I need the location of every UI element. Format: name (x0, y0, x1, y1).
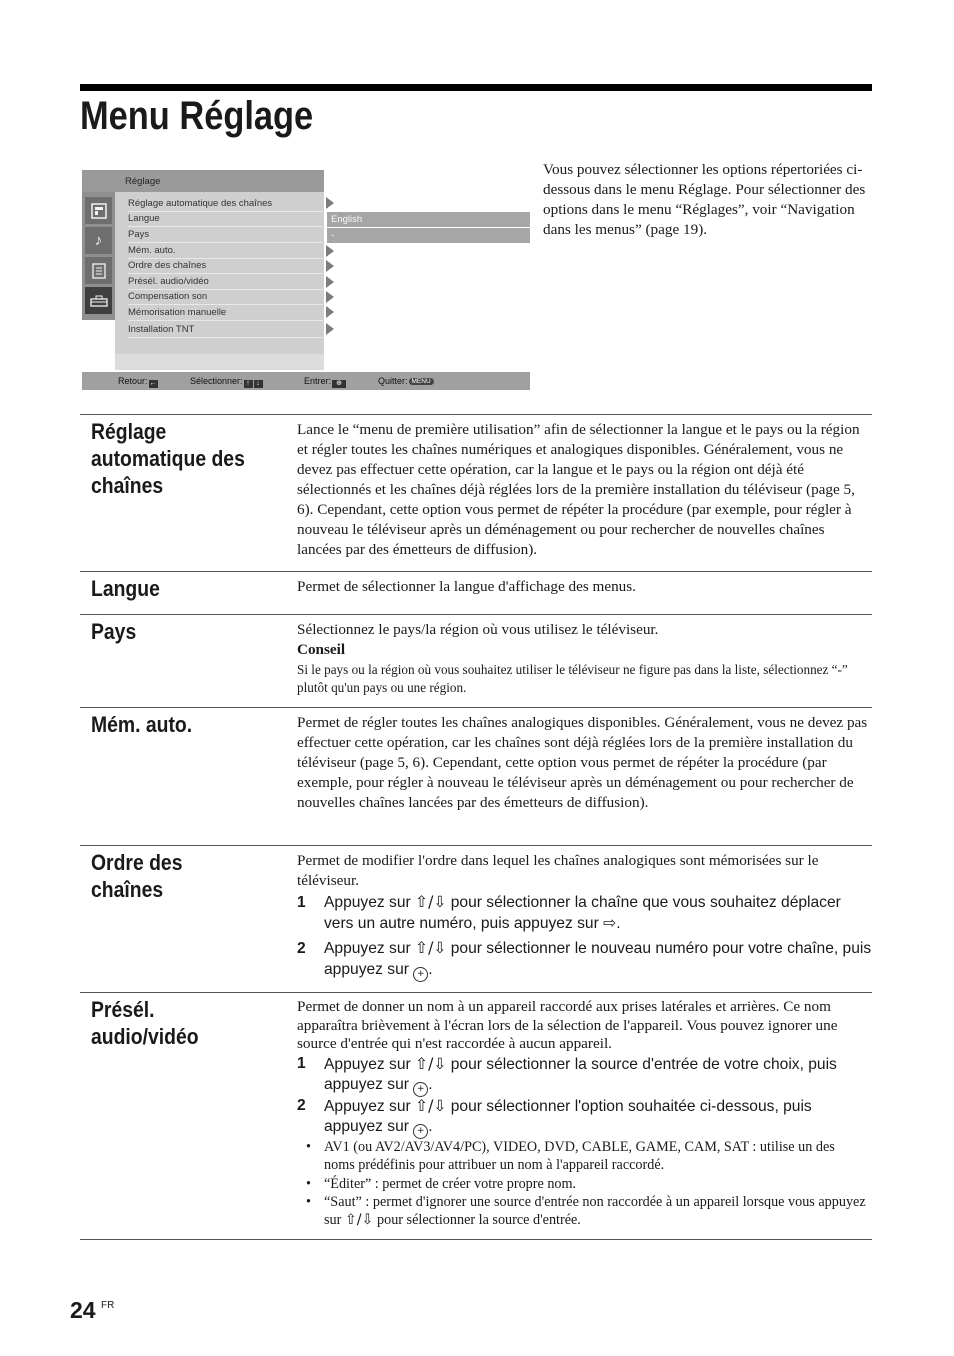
footer-quitter: Quitter: MENU (378, 376, 434, 386)
menu-item-memorisation-manuelle[interactable]: Mémorisation manuelle (128, 305, 323, 321)
footer-selectionner: Sélectionner: ↑ ↓ (190, 376, 263, 388)
section-mem-auto (80, 707, 872, 846)
up-down-arrow-icon: ⇧/⇩ (415, 893, 447, 911)
up-down-arrow-icon: ⇧/⇩ (415, 1055, 447, 1073)
back-arrow-icon: ← (149, 380, 157, 387)
page-language-code: FR (101, 1300, 115, 1311)
checklist-icon (85, 257, 112, 284)
desc-presel-audio-video: Permet de donner un nom à un appareil raccordé aux prises latérales et arrières. Ce nom apparaîtra brièvement à l'écran lors de la sélection de l'appareil. Vous pouvez ignorer une source d'entrée qui n'est raccordée à aucun appareil. (297, 998, 838, 1052)
up-down-arrow-icon: ⇧/⇩ (344, 1212, 374, 1228)
desc-langue: Permet de sélectionner la langue d'affichage des menus. (297, 578, 636, 595)
menu-header: Réglage (82, 170, 324, 192)
term-reglage-auto: Réglage automatique des chaînes (91, 419, 245, 498)
right-arrow-icon: ⇨ (603, 914, 617, 932)
toolbox-icon (85, 287, 112, 314)
section-presel-audio-video: Présél. audio/vidéo Permet de donner un nom à un appareil raccordé aux prises latérales et arrières. Ce nom apparaîtra brièvement à l'écran lors de la sélection de l'appareil. Vous pouvez ignorer une source d'entrée qui n'est raccordée à aucun appareil. 1 Appuyez sur ⇧/⇩ pour sélectionner la source d'entrée de votre choix, puis appuyez sur + . 2 Appuyez sur ⇧/⇩ pour sélectionner l'option souhaitée ci-dessous, puis appuyez sur + . • AV1 (ou AV2/AV3/AV4/PC), VIDEO, DVD, CABLE, GAME, CAM, SAT : utilise un des noms prédéfinis pour attribuer un nom à l'appareil raccordé. • “Éditer” : permet de créer votre propre nom. • “Saut” : permet d'ignorer une source d'entrée non raccordée à un appareil lorsque vous appuyez sur ⇧/⇩ pour sélectionner la source d'entrée. (80, 992, 872, 1240)
enter-button-icon: + (413, 1124, 428, 1139)
arrow-right-icon (326, 306, 334, 318)
value-langue: English (327, 212, 530, 227)
menu-item-installation-tnt[interactable]: Installation TNT (128, 322, 323, 338)
page-number: 24 (70, 1297, 96, 1323)
tip-text: Si le pays ou la région où vous souhaitez utiliser le téléviseur ne figure pas dans la liste, sélectionnez “-” plutôt qu'un pays ou une région. (297, 662, 848, 695)
picture-icon (85, 197, 112, 224)
table-bottom-rule (80, 1239, 872, 1240)
tip-label: Conseil (297, 641, 346, 658)
menu-list (115, 192, 324, 354)
menu-icon-column (82, 192, 115, 320)
up-down-arrow-icon: ⇧/⇩ (415, 939, 447, 957)
down-arrow-icon: ↓ (254, 380, 263, 388)
menu-item-ordre-chaines[interactable]: Ordre des chaînes (128, 258, 323, 274)
footer-retour: Retour: ← (118, 376, 157, 387)
enter-button-icon: + (413, 1082, 428, 1097)
desc-ordre-chaines: Permet de modifier l'ordre dans lequel les chaînes analogiques sont mémorisées sur le téléviseur. (297, 852, 819, 889)
desc-mem-auto: Permet de régler toutes les chaînes analogiques disponibles. Généralement, vous ne devez pas effectuer cette opération, car les chaînes sont déjà réglées lors de la première installation du téléviseur (page 5, 6). Cependant, cette option vous permet de répéter la procédure (par exemple, pour régler à nouveau le téléviseur après un déménagement ou pour rechercher de nouvelles chaînes lancées par des émetteurs de diffusion). (297, 714, 868, 811)
footer-entrer: Entrer: ⊕ (304, 376, 346, 388)
arrow-right-icon (326, 197, 334, 209)
menu-list-filler (115, 354, 324, 370)
arrow-right-icon (326, 291, 334, 303)
menu-item-compensation-son[interactable]: Compensation son (128, 289, 323, 305)
menu-item-reglage-auto[interactable]: Réglage automatique des chaînes (128, 196, 323, 212)
menu-screenshot (82, 170, 530, 390)
menu-key-icon: MENU (409, 378, 434, 385)
section-langue (80, 571, 872, 615)
enter-icon: ⊕ (332, 380, 346, 388)
value-pays: - (327, 228, 530, 243)
menu-item-pays[interactable]: Pays (128, 227, 323, 243)
page-title: Menu Réglage (80, 94, 314, 138)
arrow-right-icon (326, 276, 334, 288)
term-ordre-chaines: Ordre des chaînes (91, 850, 183, 902)
menu-footer-bar (82, 372, 530, 390)
intro-text: Vous pouvez sélectionner les options répertoriées ci-dessous dans le menu Réglage. Pour sélectionner des options dans le menu “Réglages”, voir “Navigation dans les menus” (page 19). (543, 161, 866, 238)
up-down-arrow-icon: ⇧/⇩ (415, 1097, 447, 1115)
up-arrow-icon: ↑ (244, 380, 253, 388)
term-mem-auto: Mém. auto. (91, 712, 193, 737)
desc-reglage-auto: Lance le “menu de première utilisation” afin de sélectionner la langue et le pays ou la région et régler toutes les chaînes numériques et analogiques disponibles. Généralement, vous ne devez pas effectuer cette opération, car la langue et le pays ou la région ont déjà été sélectionnés et les chaînes déjà réglées lors de la première installation du téléviseur (page 5, 6). Cependant, cette option vous permet de répéter la procédure (par exemple, pour régler à nouveau le téléviseur après un déménagement ou pour rechercher de nouvelles chaînes lancées par des émetteurs de diffusion). (297, 421, 860, 558)
arrow-right-icon (326, 245, 334, 257)
menu-values (324, 192, 530, 372)
menu-item-presel-audio-video[interactable]: Présél. audio/vidéo (128, 274, 323, 290)
term-langue: Langue (91, 576, 160, 601)
enter-button-icon: + (413, 967, 428, 982)
arrow-right-icon (326, 323, 334, 335)
title-rule (80, 84, 872, 91)
section-pays (80, 614, 872, 708)
term-presel-audio-video: Présél. audio/vidéo (91, 997, 199, 1049)
desc-pays: Sélectionnez le pays/la région où vous utilisez le téléviseur. (297, 621, 659, 638)
menu-item-mem-auto[interactable]: Mém. auto. (128, 243, 323, 259)
music-note-icon: ♪ (85, 227, 112, 254)
menu-item-langue[interactable]: Langue (128, 211, 323, 227)
term-pays: Pays (91, 619, 137, 644)
arrow-right-icon (326, 260, 334, 272)
section-ordre-chaines: Ordre des chaînes Permet de modifier l'ordre dans lequel les chaînes analogiques sont mémorisées sur le téléviseur. 1 Appuyez sur ⇧/⇩ pour sélectionner la chaîne que vous souhaitez déplacer vers un autre numéro, puis appuyez sur ⇨. 2 Appuyez sur ⇧/⇩ pour sélectionner le nouveau numéro pour votre chaîne, puis appuyez sur + . (80, 845, 872, 993)
section-reglage-auto (80, 414, 872, 572)
